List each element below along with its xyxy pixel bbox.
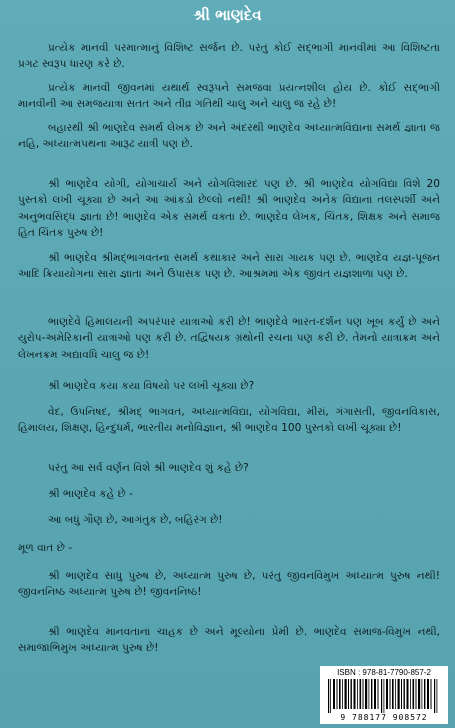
paragraph-14: શ્રી ભાણદેવ માનવતાના ચાહક છે અને મૂલ્યોના પ્રેમી છે. ભાણદેવ સમાજ-વિમુખ નથી, સમાજાભિમુખ અધ્યાત્મ પુરુષ છે!	[18, 626, 440, 655]
paragraph-1: પ્રત્યેક માનવી પરમાત્માનું વિશિષ્ટ સર્જન છે. પરંતુ કોઈ સદ્ભાગી માનવીમાં આ વિશિષ્ટતા પ્રગટ સ્વરૂપ ધારણ કરે છે.	[18, 42, 440, 71]
paragraph-4: શ્રી ભાણદેવ યોગી, યોગાચાર્ય અને યોગવિશારદ પણ છે. શ્રી ભાણદેવ યોગવિદ્યા વિશે 20 પુસ્તકો લખી ચૂક્યા છે અને આ આંકડો છેલ્લો નથી! શ્રી ભાણદેવ અનેક વિદ્યાના તલસ્પર્શી અને અનુભવસિદ્ધ જ્ઞાતા છે! ભાણદેવ એક સમર્થ વક્તા છે. ભાણદેવ લેખક, ચિંતક, શિક્ષક અને સમાજ હિત ચિંતક પુરુષ છે!	[18, 178, 440, 240]
page-title: શ્રી ભાણદેવ	[193, 6, 262, 24]
isbn-label: ISBN : 978-81-7790-857-2	[337, 668, 431, 677]
paragraph-13: શ્રી ભાણદેવ સાધુ પુરુષ છે, અધ્યાત્મ પુરુષ છે, પરંતુ જીવનવિમુખ અધ્યાત્મ પુરુષ નથી! જીવનનિષ્ઠ અધ્યાત્મ પુરુષ છે! જીવનનિષ્ઠ!	[18, 570, 440, 599]
paragraph-8: વેદ, ઉપનિષદ, શ્રીમદ્ ભાગવત, અધ્યાત્મવિદ્યા, યોગવિદ્યા, મીરાં, ગંગાસતી, જીવનવિકાસ, હિમાલય, શિક્ષણ, હિન્દુધર્મ, ભારતીય મનોવિજ્ઞાન, શ્રી ભાણદેવ 100 પુસ્તકો લખી ચૂક્યા છે!	[18, 406, 440, 435]
barcode-graphic	[326, 679, 442, 713]
paragraph-5: શ્રી ભાણદેવ શ્રીમદ્ભાગવતના સમર્થ કથાકાર અને સારા ગાયક પણ છે. ભાણદેવ યજ્ઞ-પૂજન આદિ ક્રિયાયોગના સારા જ્ઞાતા અને ઉપાસક પણ છે. આશ્રમમાં એક જીવંત યજ્ઞશાળા પણ છે.	[18, 252, 440, 281]
paragraph-11: આ બધું ગૌણ છે, આગંતુક છે, બહિરંગ છે!	[48, 514, 223, 526]
paragraph-10: શ્રી ભાણદેવ કહે છે -	[48, 488, 133, 500]
paragraph-9: પરંતુ આ સર્વ વર્ણન વિશે શ્રી ભાણદેવ શું કહે છે?	[48, 462, 249, 474]
barcode-number: 9 788177 908572	[340, 713, 428, 722]
paragraph-3: બહારથી શ્રી ભાણદેવ સમર્થ લેખક છે અને અંદરથી ભાણદેવ અધ્યાત્મવિદ્યાના સમર્થ જ્ઞાતા જ નહિ, અધ્યાત્મપથના આરૂઢ યાત્રી પણ છે.	[18, 122, 440, 151]
isbn-barcode-block	[320, 666, 448, 724]
paragraph-6: ભાણદેવે હિમાલયની અપરંપાર યાત્રાઓ કરી છે! ભાણદેવે ભારત-દર્શન પણ ખૂબ કર્યું છે અને યુરોપ-અમેરિકાની યાત્રાઓ પણ કરી છે. તદ્વિષયક ગ્રંથોની રચના પણ કરી છે. તેમનો યાત્રાક્રમ અને લેખનક્રમ અદ્યાવધિ ચાલુ જ છે!	[18, 316, 440, 361]
paragraph-7: શ્રી ભાણદેવ કયા કયા વિષયો પર લખી ચૂક્યા છે?	[48, 380, 255, 392]
paragraph-2: પ્રત્યેક માનવી જીવનમાં યથાર્થ સ્વરૂપને સમજવા પ્રયત્નશીલ હોય છે. કોઈ સદ્ભાગી માનવીની આ સમજયાત્રા સતત અને તીવ્ર ગતિથી ચાલુ અને ચાલુ જ રહે છે!	[18, 82, 440, 111]
paragraph-12: મૂળ વાત છે -	[18, 542, 73, 554]
